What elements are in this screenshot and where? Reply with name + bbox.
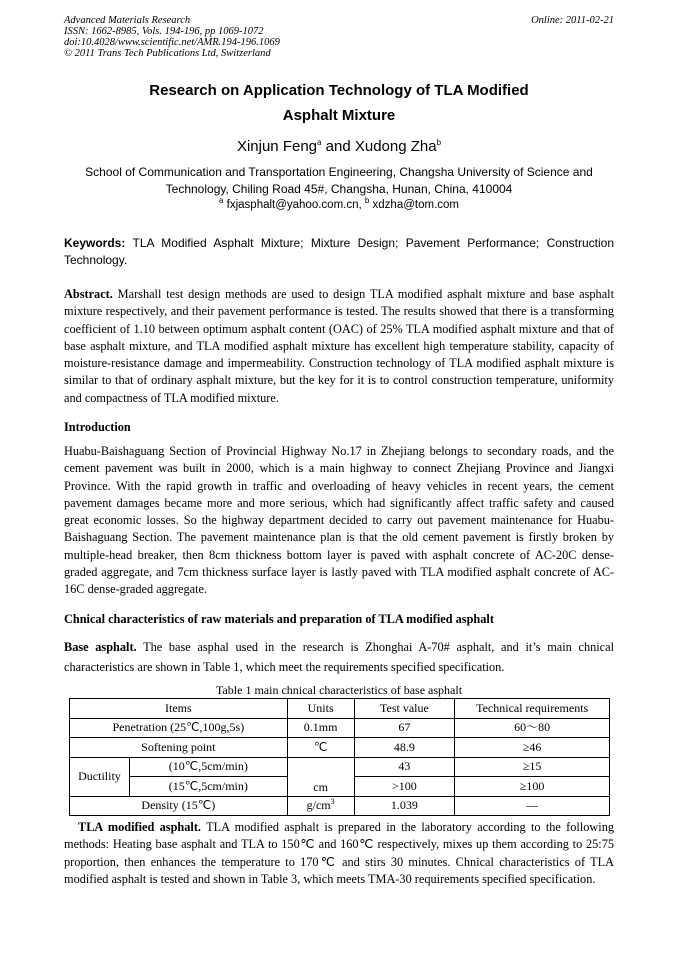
online-date: Online: 2011-02-21 <box>531 15 614 26</box>
table-header-cell: Units <box>287 699 354 719</box>
table-cell: >100 <box>354 777 455 797</box>
table-cell: ≥46 <box>455 738 610 758</box>
table-cell: ≥100 <box>455 777 610 797</box>
affiliation: School of Communication and Transportation Engineering, Changsha University of Science and Technology, Chiling Road 45#, Changsha, Hunan, China, 410004 <box>85 165 593 196</box>
table-row <box>70 796 610 816</box>
table-header-cell: Test value <box>354 699 455 719</box>
paper-title-line2: Asphalt Mixture <box>282 107 396 124</box>
keywords-label: Keywords: <box>64 236 126 250</box>
table-row <box>70 757 610 777</box>
table-cell: 67 <box>354 718 455 738</box>
table-cell <box>287 796 354 816</box>
author-2-sup: b <box>436 138 442 147</box>
table-cell: — <box>455 796 610 816</box>
email-b-sup: b <box>364 196 370 206</box>
table-cell: ≥15 <box>455 757 610 777</box>
table-cell: cm <box>287 757 354 796</box>
tla-asphalt-paragraph <box>64 819 614 888</box>
table-cell: (10℃,5cm/min) <box>129 757 287 777</box>
table-row <box>70 699 610 719</box>
table-row <box>70 718 610 738</box>
introduction-text: Huabu-Baishaguang Section of Provincial Highway No.17 in Zhejiang belongs to secondary roads, and the cement pavement was built in 2000, which is a main highway to connect Zhejiang Province and Jiangxi Province. With the rapid growth in traffic and overloading of heavy vehicles in recent years, the cement pavement damages became more and more serious, which had significantly affect traffic safety and caused great economic losses. So the highway department decided to carry out pavement maintenance for Huabu-Baishaguang Section. The pavement maintenance plan is that the old cement pavement is firstly broken by multiple-head breaker, then 8cm thickness bottom layer is paved with asphalt concrete of AC-20C dense-graded aggregate, and 7cm thickness surface layer is lastly paved with TLA modified asphalt concrete of AC-16C dense-graded aggregate. <box>64 444 614 597</box>
tla-asphalt-text: TLA modified asphalt is prepared in the laboratory according to the following methods: Heating base asphalt and TLA to 150℃ and 160℃ respectively, mixes up them according to 25:75 proportion, then enhances the temperature to 170℃ and stirs 30 minutes. Chnical characteristics of TLA modified asphalt is tested and shown in Table 3, which meets TMA-30 requirements specified specification. <box>64 820 614 886</box>
author-1-sup: a <box>317 138 322 147</box>
author-2: Xudong Zha <box>354 138 437 155</box>
density-unit-exp: 3 <box>330 797 335 807</box>
table-cell: 48.9 <box>354 738 455 758</box>
table-header-cell: Items <box>70 699 288 719</box>
journal-name: Advanced Materials Research <box>64 15 191 26</box>
table-cell: 1.039 <box>354 796 455 816</box>
base-asphalt-label: Base asphalt. <box>64 640 137 654</box>
table-cell: ℃ <box>287 738 354 758</box>
authors-and: and <box>321 138 355 155</box>
table-cell: 43 <box>354 757 455 777</box>
doi-line: doi:10.4028/www.scientific.net/AMR.194-196.1069 <box>64 37 280 48</box>
section2-heading: Chnical characteristics of raw materials and preparation of TLA modified asphalt <box>64 612 494 626</box>
table-cell: Ductility <box>70 757 130 796</box>
table1 <box>69 698 610 816</box>
journal-header <box>64 15 280 59</box>
base-asphalt-text: The base asphal used in the research is Zhonghai A-70# asphalt, and it’s main chnical characteristics are shown in Table 1, which meet the requirements specified specification. <box>64 640 614 674</box>
issn-line: ISSN: 1662-8985, Vols. 194-196, pp 1069-1072 <box>64 26 264 37</box>
table1-caption: Table 1 main chnical characteristics of base asphalt <box>215 683 463 697</box>
introduction-heading: Introduction <box>64 420 131 434</box>
table-cell: Softening point <box>70 738 288 758</box>
table-cell: Density (15℃) <box>70 796 288 816</box>
author-1: Xinjun Feng <box>236 138 318 155</box>
abstract-text: Marshall test design methods are used to design TLA modified asphalt mixture and base asphalt mixture respectively, and their pavement performance is tested. The results showed that there is a transforming coefficient of 1.10 between optimum asphalt content (OAC) of 25% TLA modified asphalt mixture and that of base asphalt mixture, and TLA modified asphalt mixture has excellent high temperature stability, capacity of moisture-resistance damage and impermeability. Construction technology of TLA modified asphalt mixture is similar to that of ordinary asphalt mixture, but the key for it is to control construction temperature, uniformity and compactness of TLA modified mixture. <box>64 287 614 405</box>
base-asphalt-paragraph <box>64 637 614 677</box>
table-row <box>70 738 610 758</box>
table-cell: Penetration (25℃,100g,5s) <box>70 718 288 738</box>
email-a[interactable]: fxjasphalt@yahoo.com.cn, <box>223 199 365 211</box>
table-cell: 0.1mm <box>287 718 354 738</box>
emails <box>64 196 614 211</box>
keywords <box>64 235 614 269</box>
email-a-sup: a <box>219 196 224 206</box>
abstract-label: Abstract. <box>64 287 113 301</box>
paper-title-line1: Research on Application Technology of TLA Modified <box>149 82 529 99</box>
authors <box>64 138 614 155</box>
table-cell: 60～80 <box>455 718 610 738</box>
table-cell: (15℃,5cm/min) <box>129 777 287 797</box>
keywords-text: TLA Modified Asphalt Mixture; Mixture Design; Pavement Performance; Construction Technology. <box>64 236 614 267</box>
email-b[interactable]: xdzha@tom.com <box>369 199 459 211</box>
abstract <box>64 286 614 407</box>
table-header-cell: Technical requirements <box>455 699 610 719</box>
tla-asphalt-label: TLA modified asphalt. <box>78 820 201 834</box>
density-unit: g/cm <box>306 798 331 813</box>
copyright-line: © 2011 Trans Tech Publications Ltd, Switzerland <box>64 48 271 59</box>
